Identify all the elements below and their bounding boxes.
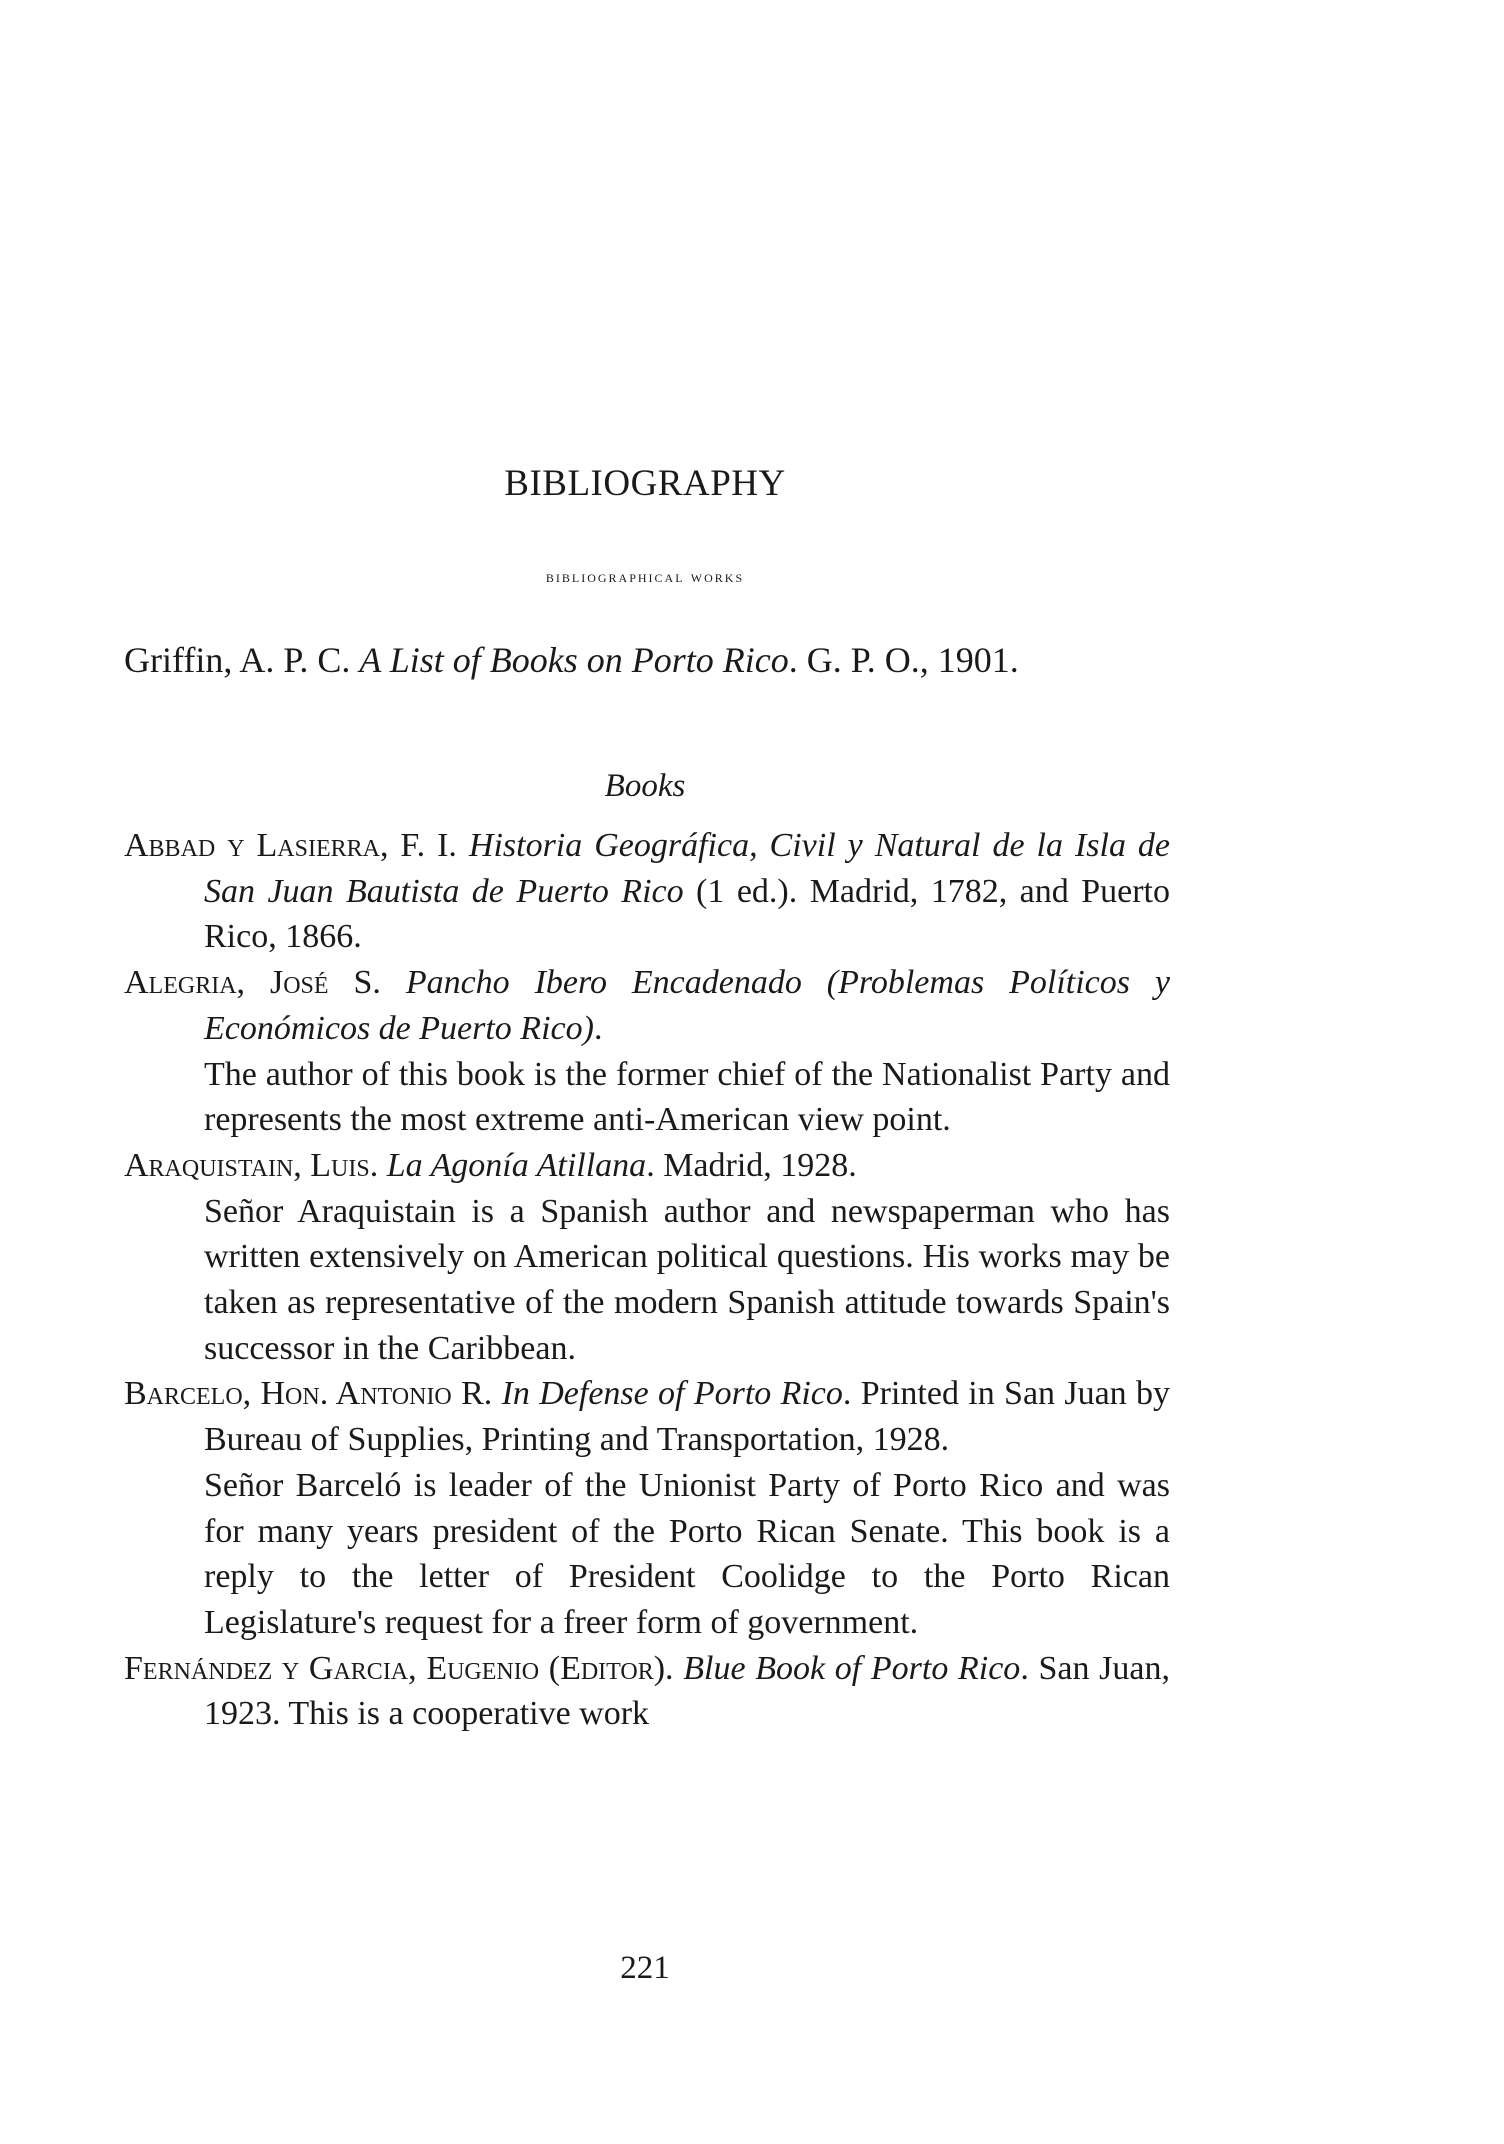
entry-details: . — [593, 1009, 603, 1047]
entry-annotation: Señor Araquistain is a Spanish author and newspaperman who has written extensively on American political questions. His works may be taken as representative of the modern Spanish attitude towards Spain's successor in the Caribbean. — [204, 1192, 1170, 1367]
page-subtitle: bibliographical works — [545, 567, 745, 586]
entry-annotation: The author of this book is the former chief of the Nationalist Party and represents the most extreme anti-American view point. — [204, 1055, 1170, 1139]
entry-title: Historia Geográfica, Civil y Natural de la Isla de San Juan Bautista de Puerto Rico — [204, 827, 1171, 910]
bibliography-entry-griffin — [124, 638, 1170, 684]
entry-details: . Madrid, 1928. — [646, 1146, 857, 1184]
entry-details: . Printed in San Juan by Bureau of Supplies, Printing and Transportation, 1928. — [204, 1375, 1170, 1459]
section-heading-books: Books — [604, 768, 686, 804]
entry-details: (1 ed.). Madrid, 1782, and Puerto Rico, 1866. — [204, 872, 1170, 956]
page-title: BIBLIOGRAPHY — [504, 463, 786, 504]
page-number: 221 — [620, 1950, 670, 1986]
entry-author: Fernández y Garcia, Eugenio (Editor). — [124, 1649, 684, 1687]
entry-annotation: Señor Barceló is leader of the Unionist Party of Porto Rico and was for many years president of the Porto Rican Senate. This book is a reply to the letter of President Coolidge to the Porto Rican Legislature's request for a freer form of government. — [204, 1466, 1170, 1641]
entry-title: Blue Book of Porto Rico — [683, 1649, 1021, 1687]
entry-title: In Defense of Porto Rico — [501, 1375, 843, 1413]
entry-author: Araquistain, Luis. — [124, 1146, 387, 1184]
books-list — [124, 823, 1170, 1737]
entry-author: Alegria, José S. — [124, 964, 406, 1002]
entry-title: Pancho Ibero Encadenado (Problemas Políticos y Económicos de Puerto Rico) — [204, 964, 1170, 1047]
entry-author: Abbad y Lasierra, F. I. — [124, 827, 469, 864]
bibliography-entry-alegria — [124, 960, 1170, 1051]
entry-author: Barcelo, Hon. Antonio R. — [124, 1375, 502, 1413]
bibliographical-works-list — [124, 638, 1170, 684]
bibliography-entry-abbad — [124, 823, 1170, 960]
entry-author: Griffin, A. P. C. — [124, 640, 360, 680]
entry-title: La Agonía Atillana — [386, 1146, 647, 1184]
bibliography-entry-fernandez — [124, 1646, 1170, 1737]
entry-title: A List of Books on Porto Rico — [359, 640, 789, 680]
entry-details: . G. P. O., 1901. — [788, 640, 1019, 680]
entry-details: . San Juan, 1923. This is a cooperative work — [204, 1649, 1170, 1733]
bibliography-entry-araquistain — [124, 1143, 1170, 1189]
bibliography-entry-barcelo — [124, 1371, 1170, 1462]
